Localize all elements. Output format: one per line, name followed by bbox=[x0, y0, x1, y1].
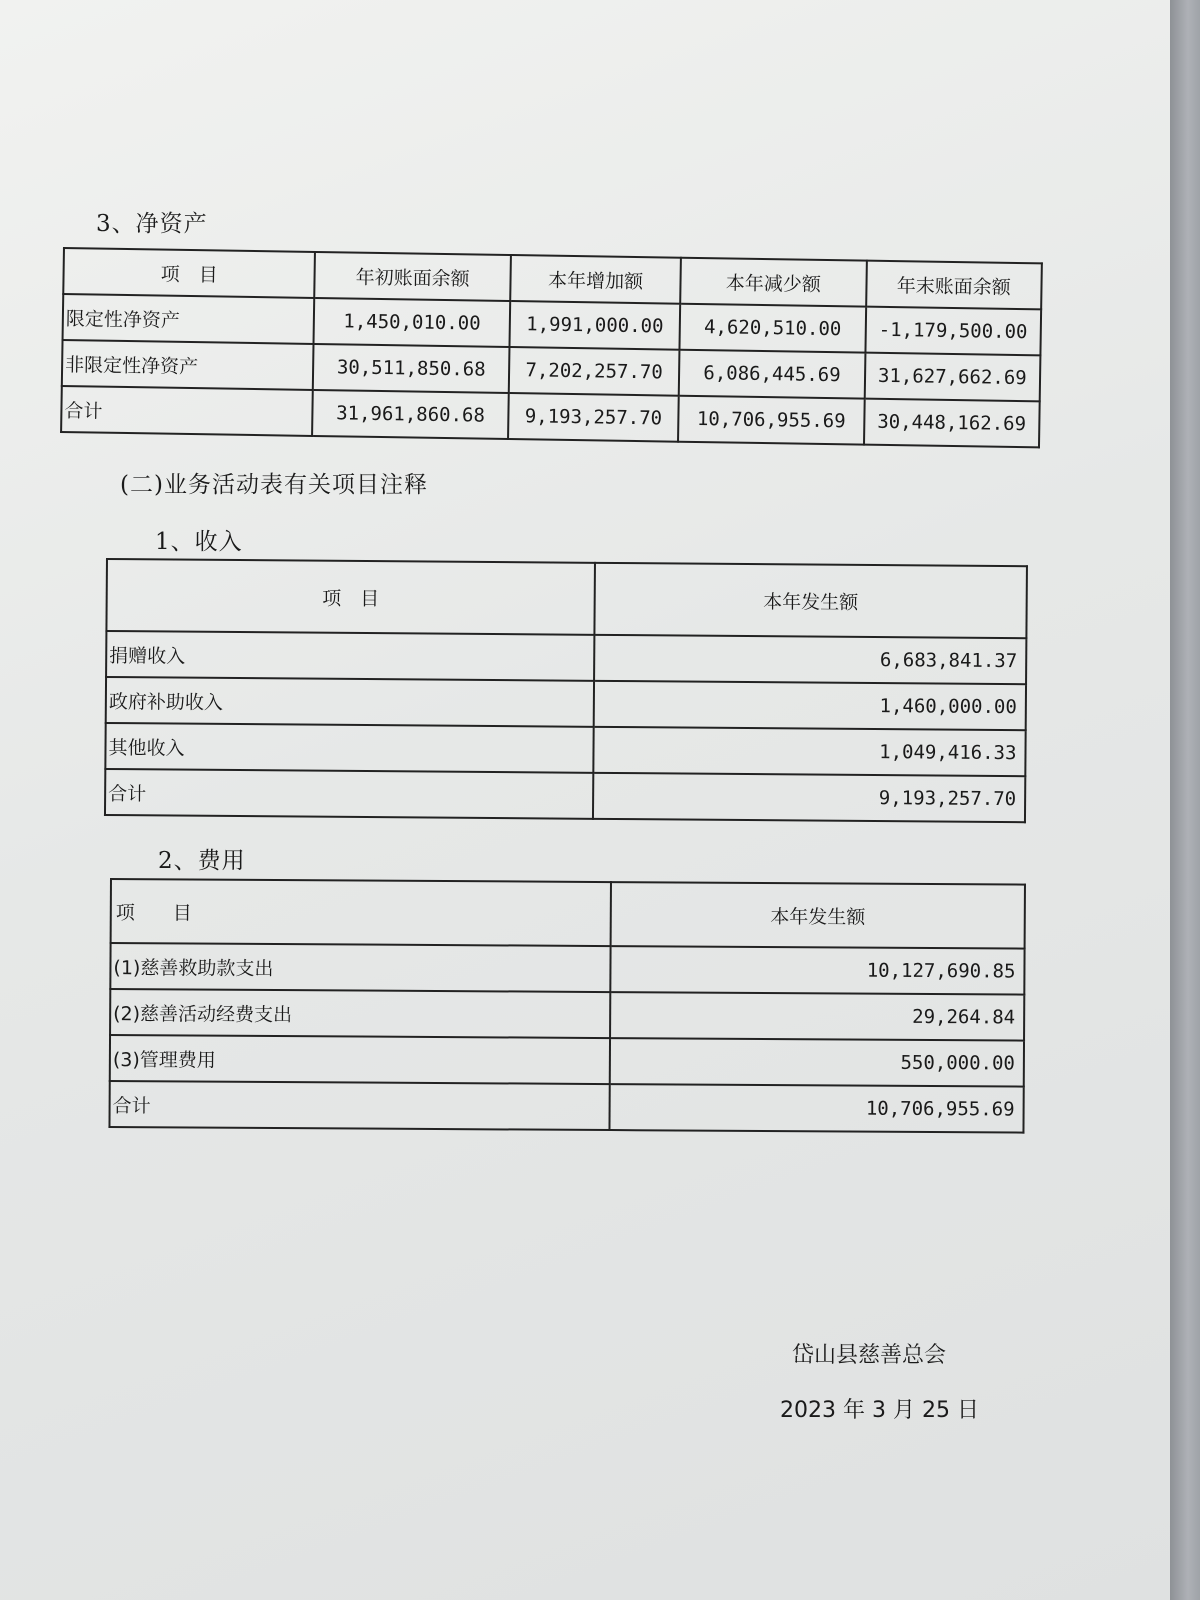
col-header-item: 项 目 bbox=[63, 248, 315, 298]
cell-opening: 1,450,010.00 bbox=[314, 298, 510, 347]
cell-amount: 550,000.00 bbox=[610, 1038, 1024, 1087]
expense-table bbox=[108, 878, 1026, 1134]
table-row bbox=[105, 769, 1025, 822]
cell-increase: 1,991,000.00 bbox=[509, 301, 680, 350]
row-label: 限定性净资产 bbox=[63, 294, 315, 344]
cell-amount: 10,706,955.69 bbox=[609, 1084, 1023, 1133]
row-label: 非限定性净资产 bbox=[62, 340, 314, 390]
row-label: 其他收入 bbox=[105, 723, 593, 773]
table-row bbox=[105, 723, 1025, 776]
page-edge bbox=[1170, 0, 1200, 1600]
cell-amount: 29,264.84 bbox=[610, 992, 1024, 1041]
expense-heading: 2、费用 bbox=[158, 848, 246, 874]
income-table bbox=[104, 558, 1028, 823]
row-label: 合计 bbox=[61, 386, 313, 436]
cell-closing: 31,627,662.69 bbox=[864, 353, 1040, 402]
table-row bbox=[109, 1081, 1023, 1133]
table-row bbox=[106, 677, 1026, 730]
cell-opening: 30,511,850.68 bbox=[313, 344, 509, 393]
organization-name: 岱山县慈善总会 bbox=[792, 1343, 947, 1368]
row-label: 合计 bbox=[109, 1081, 609, 1130]
table-row bbox=[110, 989, 1024, 1041]
cell-closing: -1,179,500.00 bbox=[865, 307, 1041, 356]
cell-amount: 1,049,416.33 bbox=[593, 727, 1025, 776]
income-heading: 1、收入 bbox=[155, 529, 243, 555]
cell-amount: 6,683,841.37 bbox=[594, 635, 1026, 684]
table-row bbox=[110, 943, 1024, 995]
cell-decrease: 4,620,510.00 bbox=[680, 304, 866, 353]
col-header-item: 项 目 bbox=[106, 559, 595, 635]
table-row bbox=[106, 631, 1026, 684]
net-assets-heading: 3、净资产 bbox=[96, 211, 208, 237]
table-row bbox=[110, 1035, 1024, 1087]
section-two-heading: (二)业务活动表有关项目注释 bbox=[120, 472, 428, 498]
cell-amount: 9,193,257.70 bbox=[593, 773, 1025, 822]
cell-closing: 30,448,162.69 bbox=[864, 399, 1040, 448]
cell-decrease: 10,706,955.69 bbox=[678, 396, 864, 445]
cell-amount: 1,460,000.00 bbox=[594, 681, 1026, 730]
col-header-opening: 年初账面余额 bbox=[315, 252, 511, 301]
cell-decrease: 6,086,445.69 bbox=[679, 350, 865, 399]
cell-opening: 31,961,860.68 bbox=[312, 390, 508, 439]
document-date: 2023 年 3 月 25 日 bbox=[780, 1398, 979, 1423]
col-header-closing: 年末账面余额 bbox=[866, 261, 1042, 310]
cell-increase: 9,193,257.70 bbox=[508, 393, 679, 442]
col-header-decrease: 本年减少额 bbox=[680, 258, 866, 307]
row-label: 捐赠收入 bbox=[106, 631, 594, 681]
col-header-item: 项 目 bbox=[111, 879, 611, 946]
row-label: (3)管理费用 bbox=[110, 1035, 610, 1084]
row-label: 合计 bbox=[105, 769, 593, 819]
col-header-increase: 本年增加额 bbox=[510, 255, 681, 304]
row-label: 政府补助收入 bbox=[106, 677, 594, 727]
cell-increase: 7,202,257.70 bbox=[509, 347, 680, 396]
net-assets-table bbox=[60, 247, 1043, 448]
row-label: (2)慈善活动经费支出 bbox=[110, 989, 610, 1038]
row-label: (1)慈善救助款支出 bbox=[110, 943, 610, 992]
col-header-amount: 本年发生额 bbox=[611, 882, 1025, 949]
col-header-amount: 本年发生额 bbox=[594, 563, 1027, 638]
cell-amount: 10,127,690.85 bbox=[610, 946, 1024, 995]
